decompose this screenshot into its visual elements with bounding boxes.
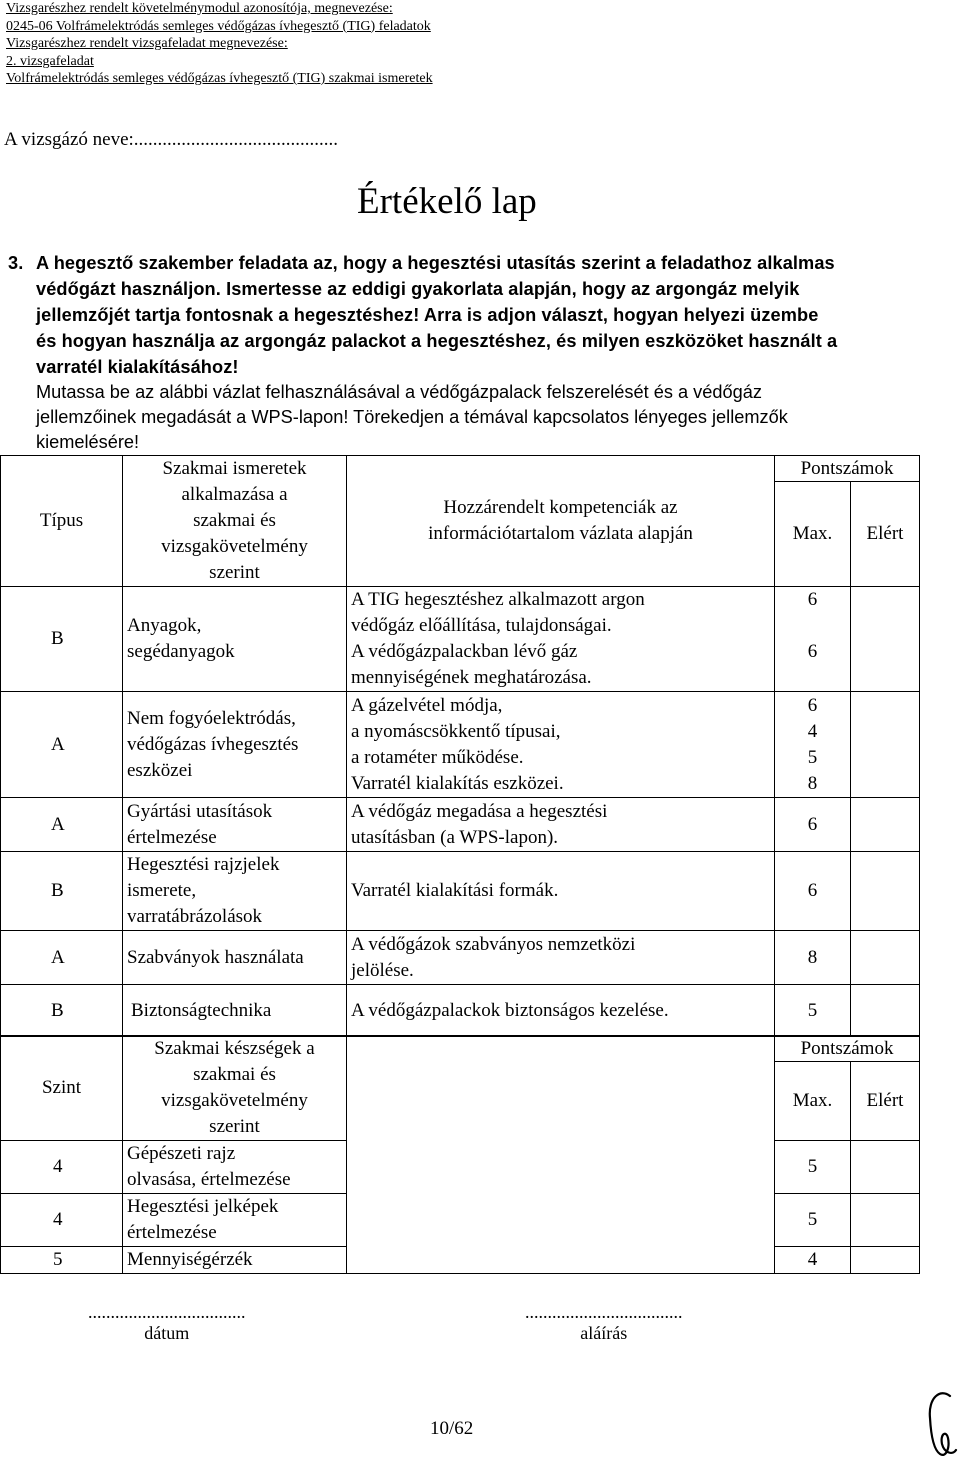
row-knowledge-line: Hegesztési rajzjelek xyxy=(127,854,280,875)
signature-dots: ................................... xyxy=(525,1302,683,1322)
header-skills xyxy=(123,1036,347,1141)
header-knowledge-line: szakmai és xyxy=(193,510,276,531)
document-header xyxy=(6,0,433,88)
row-type: B xyxy=(1,852,123,931)
header-competence xyxy=(347,456,775,587)
table-row xyxy=(1,692,920,798)
row-knowledge-line: eszközei xyxy=(127,759,193,781)
row-max: 6 xyxy=(775,852,851,931)
task-bold-line: varratél kialakításához! xyxy=(36,357,239,377)
header-skills-line: szakmai és xyxy=(193,1064,276,1085)
header-task-label: Vizsgarészhez rendelt vizsgafeladat megnevezése: xyxy=(6,36,288,51)
header-knowledge-line: szerint xyxy=(209,562,260,583)
row-type: A xyxy=(1,798,123,852)
row-competence-line: mennyiségének meghatározása. xyxy=(351,667,592,688)
row-knowledge-line: Szabványok használata xyxy=(127,946,304,968)
row-max: 6 xyxy=(775,798,851,852)
task-bold-line: jellemzőjét tartja fontosnak a hegesztéshez! Arra is adjon választ, hogyan helyezi üzembe xyxy=(36,305,819,325)
row-max: 5 xyxy=(775,985,851,1037)
row-knowledge xyxy=(123,931,347,985)
row-max-value: 5 xyxy=(807,746,818,768)
row-competence-line: védőgáz előállítása, tulajdonságai. xyxy=(351,615,612,636)
row-competence-line: a rotaméter működése. xyxy=(351,746,524,768)
row-type: B xyxy=(1,985,123,1037)
row-achieved xyxy=(851,692,920,798)
row-max-value: 6 xyxy=(807,589,818,610)
row-type: A xyxy=(1,931,123,985)
row-competence-line: A védőgázpalackok biztonságos kezelése. xyxy=(351,999,669,1021)
header-points: Pontszámok xyxy=(775,1036,920,1062)
header-knowledge xyxy=(123,456,347,587)
header-points: Pontszámok xyxy=(775,456,920,482)
row-competence xyxy=(347,692,775,798)
row-knowledge xyxy=(123,852,347,931)
row-skill-line: értelmezése xyxy=(127,1222,217,1243)
table-row xyxy=(1,931,920,985)
header-type: Típus xyxy=(1,456,123,587)
header-knowledge-line: Szakmai ismeretek xyxy=(162,458,307,479)
row-achieved xyxy=(851,798,920,852)
skills-table xyxy=(0,1035,920,1274)
header-task-number: 2. vizsgafeladat xyxy=(6,53,94,69)
date-dots: ................................... xyxy=(88,1302,246,1322)
row-competence-line: Varratél kialakítás eszközei. xyxy=(351,772,564,794)
header-module-label: Vizsgarészhez rendelt követelménymodul azonosítója, megnevezése: xyxy=(6,1,393,16)
table-row xyxy=(1,852,920,931)
row-max-value: 8 xyxy=(807,772,818,794)
row-knowledge-line: segédanyagok xyxy=(127,641,235,662)
row-competence xyxy=(347,852,775,931)
header-achieved: Elért xyxy=(851,482,920,587)
page-number: 10/62 xyxy=(430,1418,474,1439)
task-normal-line: jellemzőinek megadását a WPS-lapon! Törekedjen a témával kapcsolatos lényeges jellemzők xyxy=(36,407,788,427)
header-max: Max. xyxy=(775,482,851,587)
skills-empty-column xyxy=(347,1036,775,1274)
row-skill xyxy=(123,1194,347,1247)
row-competence xyxy=(347,931,775,985)
row-achieved xyxy=(851,1141,920,1194)
row-skill-line: olvasása, értelmezése xyxy=(127,1169,291,1190)
row-max: 4 xyxy=(775,1247,851,1274)
row-achieved xyxy=(851,587,920,692)
row-competence-line: a nyomáscsökkentő típusai, xyxy=(351,720,561,742)
header-module-name: 0245-06 Volfrámelektródás semleges védőgázas ívhegesztő (TIG) feladatok xyxy=(6,18,431,34)
row-competence-line: A védőgázpalackban lévő gáz xyxy=(351,641,578,662)
task-normal-line: kiemelésére! xyxy=(36,432,140,452)
row-knowledge xyxy=(123,985,347,1037)
row-type: B xyxy=(1,587,123,692)
date-label: dátum xyxy=(144,1323,190,1343)
row-level: 4 xyxy=(1,1194,123,1247)
row-knowledge xyxy=(123,692,347,798)
examinee-name-line: A vizsgázó neve:........................................... xyxy=(4,129,339,150)
table-row xyxy=(1,587,920,692)
row-skill-line: Gépészeti rajz xyxy=(127,1143,236,1164)
row-skill xyxy=(123,1247,347,1274)
row-competence-line: jelölése. xyxy=(351,959,414,981)
row-knowledge-line: értelmezése xyxy=(127,826,217,848)
handwritten-signature-icon xyxy=(920,1388,958,1460)
row-achieved xyxy=(851,985,920,1037)
row-competence-line: utasításban (a WPS-lapon). xyxy=(351,826,559,848)
row-knowledge-line: varratábrázolások xyxy=(127,906,263,927)
row-achieved xyxy=(851,931,920,985)
task-description xyxy=(8,250,916,455)
competence-table xyxy=(0,455,920,1037)
header-knowledge-line: vizsgakövetelmény xyxy=(161,536,308,557)
row-max xyxy=(775,587,851,692)
row-achieved xyxy=(851,1194,920,1247)
row-competence-line: Varratél kialakítási formák. xyxy=(351,880,559,901)
row-max-value: 6 xyxy=(807,641,818,662)
row-competence-line: A gázelvétel módja, xyxy=(351,694,503,716)
task-bold-line: védőgázt használjon. Ismertesse az eddigi gyakorlata alapján, hogy az argongáz melyik xyxy=(36,279,800,299)
header-achieved: Elért xyxy=(851,1062,920,1141)
header-knowledge-line: alkalmazása a xyxy=(181,484,288,505)
row-competence-line: A védőgáz megadása a hegesztési xyxy=(351,800,608,822)
row-max-value: 6 xyxy=(807,694,818,716)
header-task-name: Volfrámelektródás semleges védőgázas ívhegesztő (TIG) szakmai ismeretek xyxy=(6,71,433,86)
task-normal-line: Mutassa be az alábbi vázlat felhasználásával a védőgázpalack felszerelését és a védőgáz xyxy=(36,382,762,402)
row-knowledge-line: ismerete, xyxy=(127,880,197,901)
task-bold-line: A hegesztő szakember feladata az, hogy a hegesztési utasítás szerint a feladathoz alkalmas xyxy=(36,253,835,273)
row-knowledge-line: Nem fogyóelektródás, xyxy=(127,707,296,729)
signature-field xyxy=(525,1302,683,1344)
row-max xyxy=(775,692,851,798)
row-competence-line: A TIG hegesztéshez alkalmazott argon xyxy=(351,589,645,610)
header-max: Max. xyxy=(775,1062,851,1141)
header-skills-line: Szakmai készségek a xyxy=(154,1038,315,1059)
row-knowledge-line: Biztonságtechnika xyxy=(131,999,272,1021)
header-competence-line: Hozzárendelt kompetenciák az xyxy=(443,497,678,518)
row-competence xyxy=(347,587,775,692)
row-max-value xyxy=(775,665,850,691)
row-level: 4 xyxy=(1,1141,123,1194)
table-row xyxy=(1,798,920,852)
row-knowledge-line: védőgázas ívhegesztés xyxy=(127,733,299,755)
header-skills-line: szerint xyxy=(209,1116,260,1137)
row-max-value: 4 xyxy=(807,720,818,742)
row-type: A xyxy=(1,692,123,798)
row-skill xyxy=(123,1141,347,1194)
task-number: 3. xyxy=(8,253,24,273)
row-knowledge xyxy=(123,587,347,692)
row-achieved xyxy=(851,852,920,931)
row-max: 8 xyxy=(775,931,851,985)
header-skills-line: vizsgakövetelmény xyxy=(161,1090,308,1111)
row-skill-line: Hegesztési jelképek xyxy=(127,1196,279,1217)
page-title: Értékelő lap xyxy=(357,181,537,222)
signature-label: aláírás xyxy=(580,1323,628,1343)
task-bold-line: és hogyan használja az argongáz palackot a hegesztéshez, és milyen eszközöket használt a xyxy=(36,331,838,351)
row-competence-line: A védőgázok szabványos nemzetközi xyxy=(351,933,636,955)
row-knowledge xyxy=(123,798,347,852)
row-knowledge-line: Anyagok, xyxy=(127,615,202,636)
row-max-value xyxy=(775,613,850,639)
table-row xyxy=(1,985,920,1037)
row-competence xyxy=(347,798,775,852)
date-field xyxy=(88,1302,246,1344)
header-competence-line: információtartalom vázlata alapján xyxy=(428,523,693,544)
row-achieved xyxy=(851,1247,920,1274)
row-max: 5 xyxy=(775,1141,851,1194)
row-knowledge-line: Gyártási utasítások xyxy=(127,800,273,822)
row-level: 5 xyxy=(1,1247,123,1274)
row-skill-line: Mennyiségérzék xyxy=(127,1249,253,1270)
header-level: Szint xyxy=(1,1036,123,1141)
row-max: 5 xyxy=(775,1194,851,1247)
row-competence xyxy=(347,985,775,1037)
